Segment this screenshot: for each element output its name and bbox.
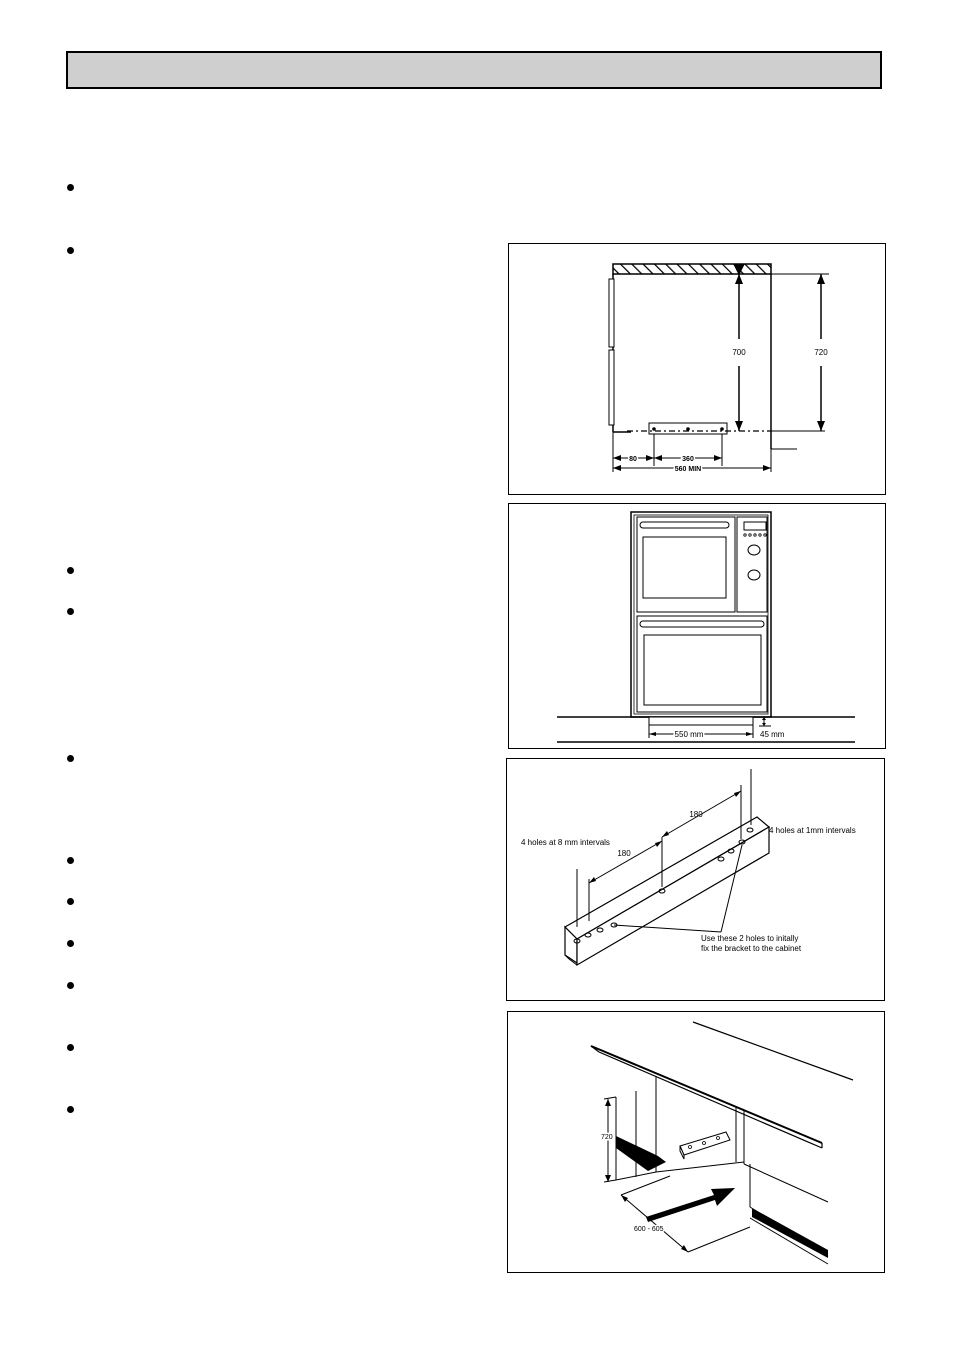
dim-360-label: 360	[682, 456, 694, 463]
dim-80-label: 80	[629, 456, 637, 463]
dim-180-top-label: 180	[689, 810, 703, 819]
figure-installation	[507, 1011, 885, 1273]
dim-45-label: 45 mm	[760, 730, 785, 739]
figure-oven-front	[508, 503, 886, 749]
bullet-4	[67, 608, 74, 615]
oven-housing	[631, 512, 771, 717]
label-use-holes-line1: Use these 2 holes to initally	[701, 934, 799, 943]
section-title-bar	[66, 51, 882, 89]
bullet-8	[67, 940, 74, 947]
bullet-1	[67, 184, 74, 191]
bullet-5	[67, 755, 74, 762]
plinth-strip-right	[752, 1208, 828, 1258]
dim-560-label: 560 MIN	[674, 466, 702, 473]
bullet-7	[67, 898, 74, 905]
cabinet-dimensions-drawing	[509, 244, 887, 496]
bullet-9	[67, 982, 74, 989]
installation-drawing	[508, 1012, 886, 1274]
label-1mm-holes: 4 holes at 1mm intervals	[769, 826, 856, 835]
bullet-3	[67, 567, 74, 574]
label-use-holes-line2: fix the bracket to the cabinet	[701, 944, 802, 953]
oven-front-drawing	[509, 504, 887, 750]
bullet-6	[67, 857, 74, 864]
dim-180-bottom-label: 180	[617, 849, 631, 858]
worktop-hatched	[613, 264, 771, 274]
push-arrow-icon	[646, 1188, 735, 1222]
bullet-10	[67, 1044, 74, 1051]
dim-700-label: 700	[732, 348, 746, 357]
plinth-strip-left	[616, 1136, 666, 1171]
dim-720-install-label: 720	[601, 1134, 613, 1141]
bullet-2	[67, 247, 74, 254]
label-8mm-holes: 4 holes at 8 mm intervals	[521, 838, 610, 847]
dim-600-605-label: 600 - 605	[634, 1226, 664, 1233]
bullet-11	[67, 1106, 74, 1113]
dim-720-label: 720	[814, 348, 828, 357]
dim-550-label: 550 mm	[674, 730, 704, 739]
figure-cabinet-dimensions	[508, 243, 886, 495]
figure-bracket	[506, 758, 885, 1001]
bracket-drawing	[507, 759, 886, 1002]
